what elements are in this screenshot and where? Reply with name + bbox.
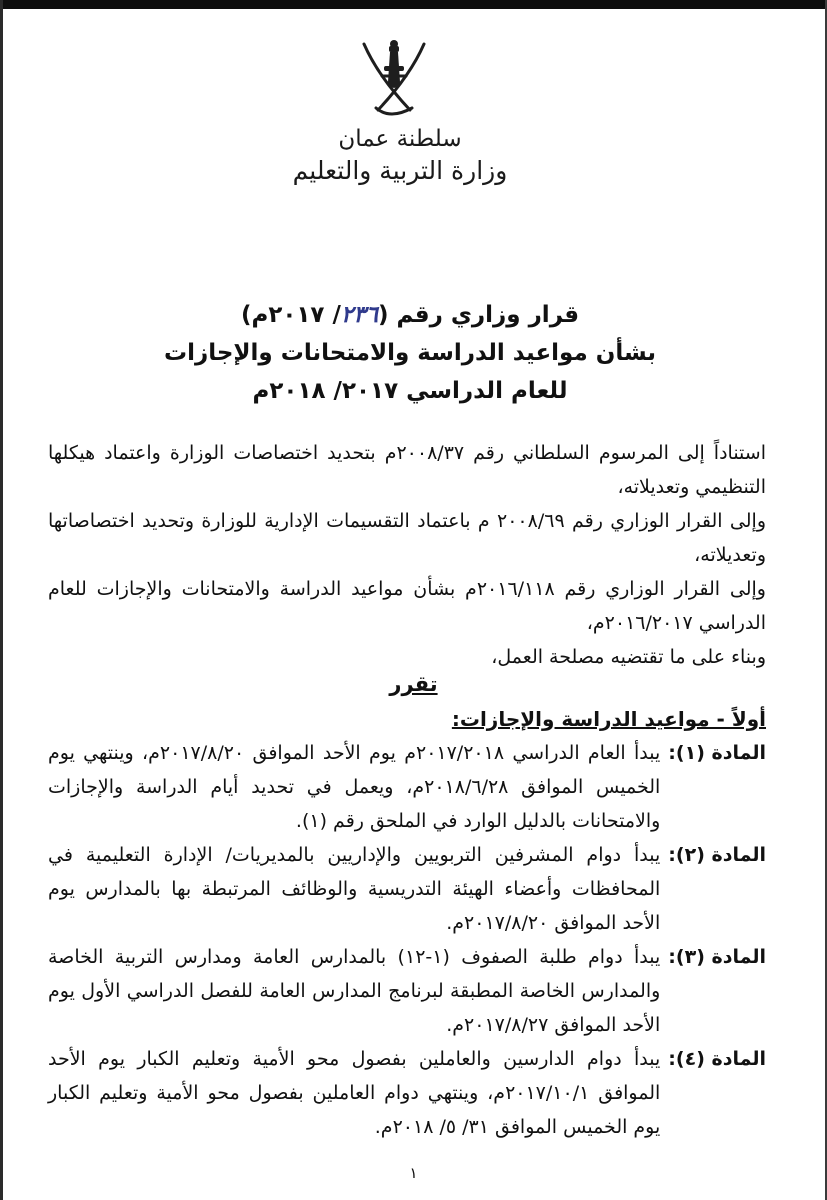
preamble-paragraph: وإلى القرار الوزاري رقم ٢٠٠٨/٦٩ م باعتماد التقسيمات الإدارية للوزارة وتحديد اختصاصاتها وتعديلاته، bbox=[48, 510, 766, 566]
ministry-name: وزارة التربية والتعليم bbox=[292, 156, 508, 185]
preamble-paragraph: استناداً إلى المرسوم السلطاني رقم ٢٠٠٨/٣٧م بتحديد اختصاصات الوزارة واعتماد هيكلها التنظيمي وتعديلاته، bbox=[48, 442, 766, 498]
article-3 bbox=[48, 940, 766, 1042]
ministry-header bbox=[250, 124, 550, 188]
decides-heading bbox=[300, 672, 527, 696]
article-1 bbox=[48, 736, 766, 838]
decree-title-line2: بشأن مواعيد الدراسة والامتحانات والإجازات bbox=[163, 340, 657, 366]
article-text: يبدأ دوام طلبة الصفوف (١-١٢) بالمدارس العامة ومدارس التربية الخاصة والمدارس الخاصة المطبقة لبرنامج المدارس العامة للفصل الدراسي الأول يوم الأحد الموافق ٢٠١٧/٨/٢٧م. bbox=[48, 946, 661, 1036]
article-label: المادة (٢): bbox=[668, 844, 766, 866]
decree-number-prefix: قرار وزاري رقم ( bbox=[377, 302, 580, 328]
preamble-paragraph: وبناء على ما تقتضيه مصلحة العمل، bbox=[491, 646, 766, 668]
decree-title bbox=[60, 296, 760, 410]
decree-title-line1 bbox=[60, 296, 760, 334]
sultanate-name: سلطنة عمان bbox=[338, 126, 462, 152]
decree-number-suffix: / ٢٠١٧م) bbox=[240, 302, 341, 328]
article-label: المادة (٤): bbox=[668, 1048, 766, 1070]
article-label: المادة (٣): bbox=[668, 946, 766, 968]
preamble-paragraph: وإلى القرار الوزاري رقم ٢٠١٦/١١٨م بشأن مواعيد الدراسة والامتحانات والإجازات للعام الدراسي ٢٠١٦/٢٠١٧م، bbox=[48, 578, 766, 634]
articles-list bbox=[48, 736, 766, 1144]
national-emblem-icon bbox=[356, 36, 432, 120]
page-number: ١ bbox=[409, 1164, 418, 1182]
section-title: أولاً - مواعيد الدراسة والإجازات: bbox=[451, 707, 766, 731]
article-label: المادة (١): bbox=[668, 742, 766, 764]
decree-title-line3: للعام الدراسي ٢٠١٧/ ٢٠١٨م bbox=[252, 378, 568, 404]
handwritten-decree-number: ٢٣٦ bbox=[340, 301, 378, 328]
scan-left-edge bbox=[0, 0, 3, 1200]
preamble bbox=[48, 436, 766, 674]
article-2 bbox=[48, 838, 766, 940]
article-text: يبدأ دوام الدارسين والعاملين بفصول محو الأمية وتعليم الكبار يوم الأحد الموافق ٢٠١٧/١٠/١م، وينتهي دوام العاملين بفصول محو الأمية وتعليم الكبار يوم الخميس الموافق ٣١/ ٥/ ٢٠١٨م. bbox=[48, 1048, 661, 1138]
article-text: يبدأ العام الدراسي ٢٠١٧/٢٠١٨م يوم الأحد الموافق ٢٠١٧/٨/٢٠م، وينتهي يوم الخميس الموافق ٢٠١٨/٦/٢٨م، ويعمل في تحديد أيام الدراسة والإجازات والامتحانات بالدليل الوارد في الملحق رقم (١). bbox=[48, 742, 661, 832]
article-4 bbox=[48, 1042, 766, 1144]
article-text: يبدأ دوام المشرفين التربويين والإداريين بالمديريات/ الإدارة التعليمية في المحافظات وأعضاء الهيئة التدريسية والوظائف المرتبطة بها بالمدارس يوم الأحد الموافق ٢٠١٧/٨/٢٠م. bbox=[48, 844, 661, 934]
scan-top-edge bbox=[0, 0, 827, 9]
decides-label: تقرر bbox=[389, 672, 438, 696]
